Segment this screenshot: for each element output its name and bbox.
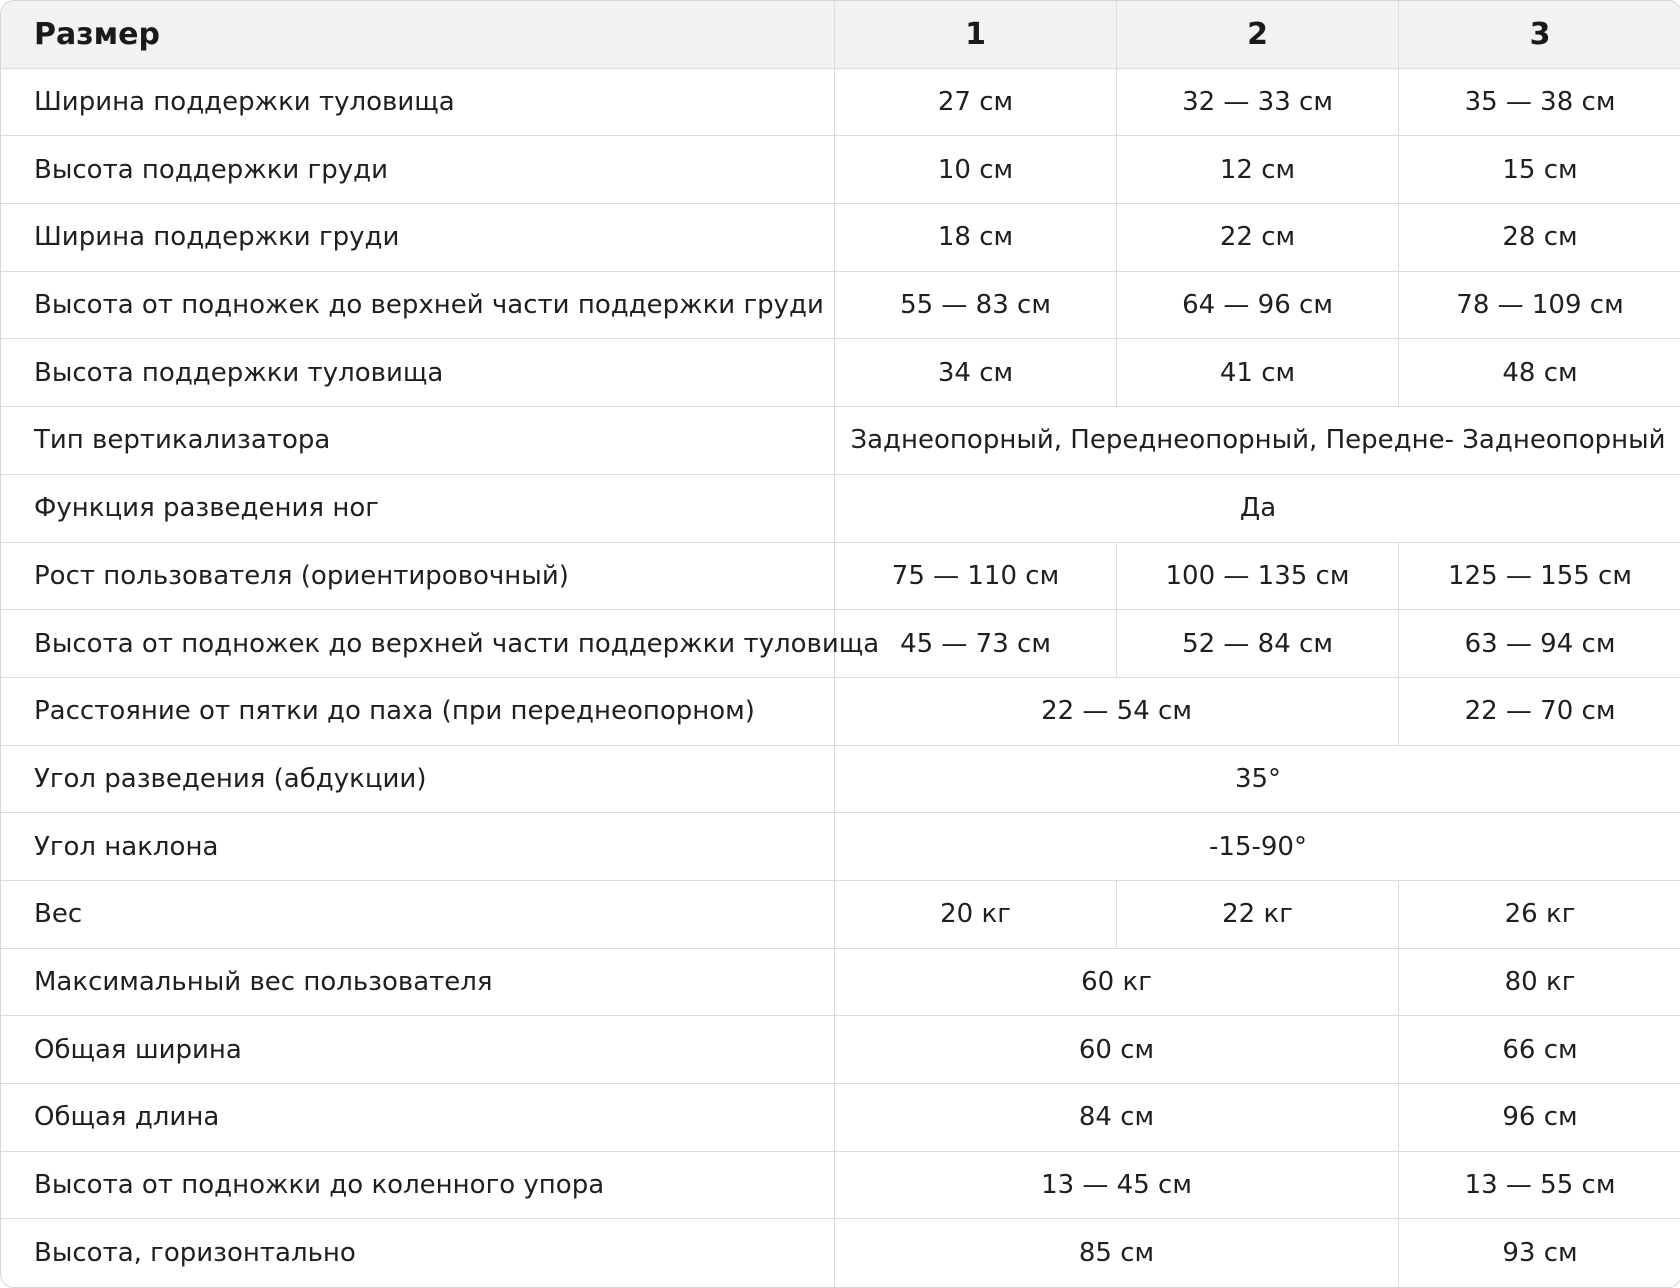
row-parameter-label: Максимальный вес пользователя — [1, 949, 835, 1017]
row-parameter-label: Высота от подножек до верхней части поддержки туловища — [1, 610, 835, 678]
row-value-cell: 20 кг — [835, 881, 1117, 949]
row-value-cell: 22 — 54 см — [835, 678, 1399, 746]
table-row — [1, 475, 1680, 543]
row-value-cell: 12 см — [1117, 136, 1399, 204]
table-row — [1, 1016, 1680, 1084]
table-row — [1, 1084, 1680, 1152]
row-value-cell: 48 см — [1399, 339, 1680, 407]
row-value-cell: 32 — 33 см — [1117, 69, 1399, 137]
row-parameter-label: Высота, горизонтально — [1, 1219, 835, 1287]
row-parameter-label: Угол разведения (абдукции) — [1, 746, 835, 814]
table-row — [1, 272, 1680, 340]
row-value-cell: 15 см — [1399, 136, 1680, 204]
table-row — [1, 543, 1680, 611]
row-value-cell: 64 — 96 см — [1117, 272, 1399, 340]
row-parameter-label: Тип вертикализатора — [1, 407, 835, 475]
row-value-cell: 96 см — [1399, 1084, 1680, 1152]
table-row — [1, 746, 1680, 814]
table-row — [1, 339, 1680, 407]
row-value-cell: 55 — 83 см — [835, 272, 1117, 340]
row-value-cell: 35 — 38 см — [1399, 69, 1680, 137]
row-value-cell: 26 кг — [1399, 881, 1680, 949]
table-row — [1, 881, 1680, 949]
row-value-cell: 85 см — [835, 1219, 1399, 1287]
row-parameter-label: Высота от подножки до коленного упора — [1, 1152, 835, 1220]
row-value-cell: 60 кг — [835, 949, 1399, 1017]
table-header-row — [1, 1, 1680, 69]
table-row — [1, 678, 1680, 746]
table-row — [1, 949, 1680, 1017]
row-value-cell: Да — [835, 475, 1680, 543]
row-value-cell: 60 см — [835, 1016, 1399, 1084]
row-value-cell: 22 см — [1117, 204, 1399, 272]
row-value-cell: 22 — 70 см — [1399, 678, 1680, 746]
row-value-cell: 125 — 155 см — [1399, 543, 1680, 611]
row-parameter-label: Ширина поддержки груди — [1, 204, 835, 272]
row-parameter-label: Функция разведения ног — [1, 475, 835, 543]
row-value-cell: Заднеопорный, Переднеопорный, Передне- Заднеопорный — [835, 407, 1680, 475]
row-parameter-label: Угол наклона — [1, 813, 835, 881]
row-value-cell: -15-90° — [835, 813, 1680, 881]
header-size-3: 3 — [1399, 1, 1680, 69]
row-value-cell: 66 см — [1399, 1016, 1680, 1084]
row-value-cell: 13 — 55 см — [1399, 1152, 1680, 1220]
table-row — [1, 1219, 1680, 1287]
table-row — [1, 69, 1680, 137]
row-value-cell: 45 — 73 см — [835, 610, 1117, 678]
row-parameter-label: Высота от подножек до верхней части поддержки груди — [1, 272, 835, 340]
row-parameter-label: Общая длина — [1, 1084, 835, 1152]
row-value-cell: 84 см — [835, 1084, 1399, 1152]
table-row — [1, 1152, 1680, 1220]
row-value-cell: 10 см — [835, 136, 1117, 204]
row-value-cell: 100 — 135 см — [1117, 543, 1399, 611]
row-value-cell: 63 — 94 см — [1399, 610, 1680, 678]
row-value-cell: 75 — 110 см — [835, 543, 1117, 611]
row-parameter-label: Рост пользователя (ориентировочный) — [1, 543, 835, 611]
row-value-cell: 18 см — [835, 204, 1117, 272]
row-parameter-label: Общая ширина — [1, 1016, 835, 1084]
row-value-cell: 93 см — [1502, 1238, 1578, 1269]
header-size-1: 1 — [835, 1, 1117, 69]
row-parameter-label: Высота поддержки туловища — [1, 339, 835, 407]
row-value-cell: 13 — 45 см — [835, 1152, 1399, 1220]
header-size-2: 2 — [1117, 1, 1399, 69]
table-row — [1, 813, 1680, 881]
row-value-cell: 27 см — [835, 69, 1117, 137]
row-value-cell: 28 см — [1399, 204, 1680, 272]
table-body — [1, 69, 1680, 1287]
row-value-cell: 80 кг — [1399, 949, 1680, 1017]
table-row — [1, 407, 1680, 475]
row-parameter-label: Высота поддержки груди — [1, 136, 835, 204]
row-value-cell: 41 см — [1117, 339, 1399, 407]
row-value-cell: 22 кг — [1117, 881, 1399, 949]
header-size-label: Размер — [1, 1, 835, 69]
row-value-cell: 35° — [835, 746, 1680, 814]
row-parameter-label: Расстояние от пятки до паха (при переднеопорном) — [1, 678, 835, 746]
row-value-cell: 34 см — [835, 339, 1117, 407]
row-parameter-label: Вес — [1, 881, 835, 949]
row-value-cell: 78 — 109 см — [1399, 272, 1680, 340]
table-row — [1, 136, 1680, 204]
row-parameter-label: Ширина поддержки туловища — [1, 69, 835, 137]
row-value-cell: 52 — 84 см — [1117, 610, 1399, 678]
table-row — [1, 610, 1680, 678]
table-row — [1, 204, 1680, 272]
